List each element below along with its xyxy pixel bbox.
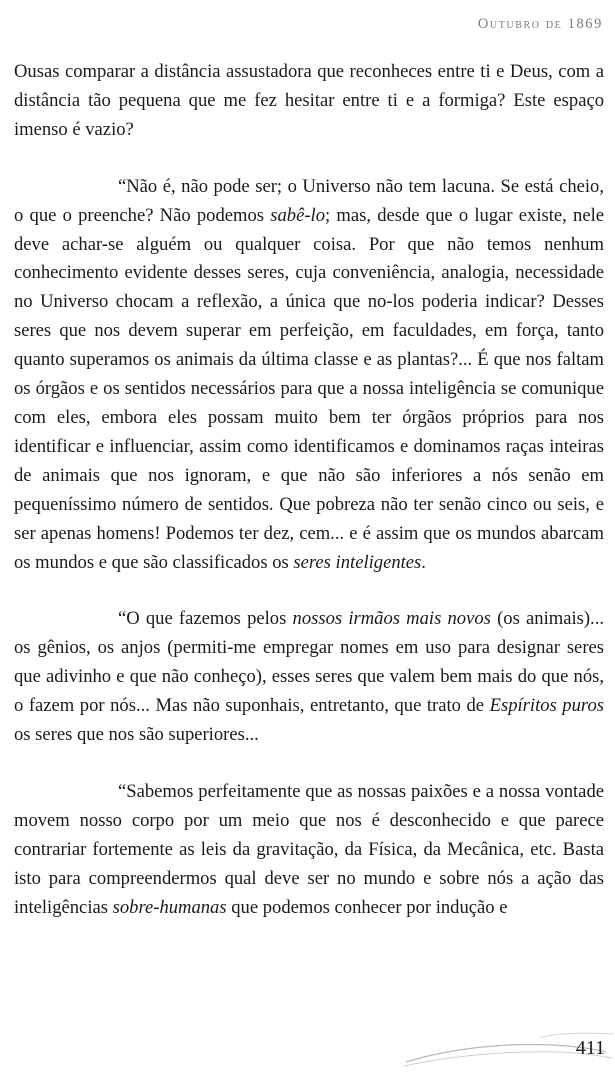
page-footer bbox=[400, 1030, 615, 1076]
paragraph-2 bbox=[14, 173, 604, 578]
paragraph-4 bbox=[14, 778, 604, 923]
paragraph-2-segment: . bbox=[421, 551, 426, 573]
paragraph-1 bbox=[14, 58, 604, 145]
paragraph-4-segment: “Sabemos perfeitamente que as nossas paixões e a nossa vontade movem nosso corpo por um meio que nos é desconhecido e que parece contrariar fortemente as leis da gravitação, da Física, da Mecânica, etc. Basta isto para compreendermos qual deve ser no mundo e sobre nós a ação das inteligências bbox=[14, 780, 604, 918]
italic-emphasis: nossos irmãos mais novos bbox=[292, 608, 491, 630]
paragraph-1-segment: Ousas comparar a distância assustadora que reconheces entre ti e Deus, com a distância tão pequena que me fez hesitar entre ti e a formiga? Este espaço imenso é vazio? bbox=[14, 61, 604, 140]
italic-emphasis: sabê-lo bbox=[270, 204, 325, 226]
paragraph-4-segment: que podemos conhecer por indução e bbox=[226, 896, 508, 918]
paragraph-2-segment: “Não é, não pode ser; o Universo não tem lacuna. Se está cheio, o que o preenche? Não podemos bbox=[14, 175, 604, 226]
paragraph-2-segment: ; mas, desde que o lugar existe, nele deve achar-se alguém ou qualquer coisa. Por que não temos nenhum conhecimento evidente desses seres, cuja conveniência, analogia, necessidade no Universo chocam a reflexão, a única que no-los poderia indicar? Desses seres que nos devem superar em perfeição, em faculdades, em força, tanto quanto superamos os animais da última classe e as plantas?... É que nos faltam os órgãos e os sentidos necessários para que a nossa inteligência se comunique com eles, embora eles possam muito bem ter órgãos próprios para nos identificar e influenciar, assim como identificamos e dominamos raças inteiras de animais que nos ignoram, e que não são inferiores a nós senão em pequeníssimo número de sentidos. Que pobreza não ter senão cinco ou seis, e ser apenas homens! Podemos ter dez, cem... e é assim que os mundos abarcam os mundos e que são classificados os bbox=[14, 204, 604, 573]
paragraph-3-segment: (os animais)... os gênios, os anjos (permiti-me empregar nomes em uso para designar seres que adivinho e que não conheço), esses seres que valem bem mais do que nós, o fazem por nós... Mas não suponhais, entretanto, que trato de bbox=[14, 608, 604, 717]
italic-emphasis: sobre-humanas bbox=[112, 896, 227, 918]
page-number: 411 bbox=[575, 1037, 605, 1059]
running-header: Outubro de 1869 bbox=[477, 16, 603, 32]
italic-emphasis: seres inteligentes bbox=[293, 551, 422, 573]
paragraph-3 bbox=[14, 605, 604, 750]
paragraph-3-segment: “O que fazemos pelos bbox=[118, 608, 293, 630]
italic-emphasis: Espíritos puros bbox=[489, 695, 604, 717]
paragraph-3-segment: os seres que nos são superiores... bbox=[14, 724, 259, 746]
body-text bbox=[14, 58, 604, 922]
